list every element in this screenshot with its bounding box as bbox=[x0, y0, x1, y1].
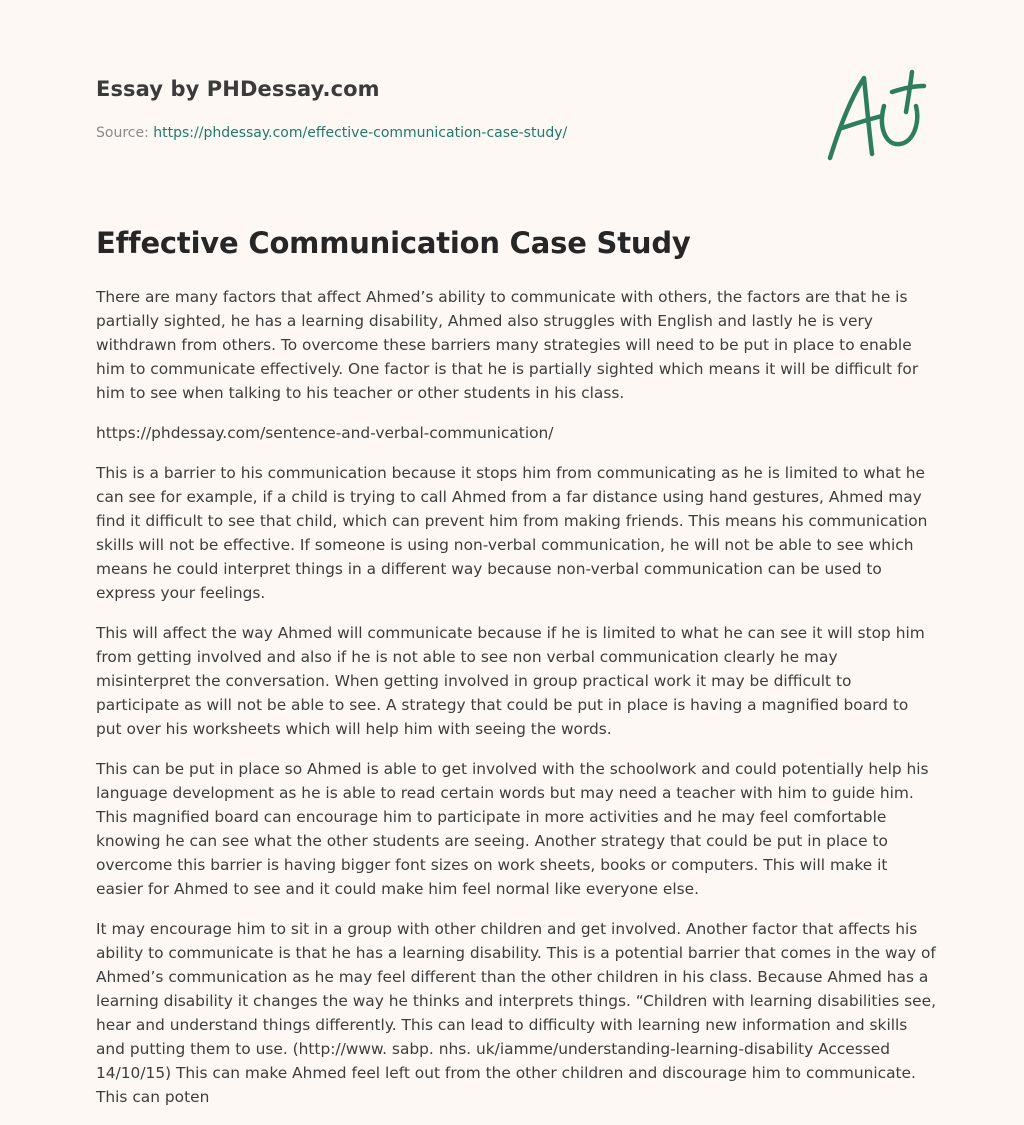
site-title: Essay by PHDessay.com bbox=[96, 77, 380, 101]
source-line bbox=[96, 125, 567, 141]
source-link[interactable]: https://phdessay.com/effective-communication-case-study/ bbox=[153, 125, 568, 141]
essay-title: Effective Communication Case Study bbox=[96, 226, 691, 260]
paragraph: This will affect the way Ahmed will communicate because if he is limited to what he can see it will stop him from getting involved and also if he is not able to see non verbal communication clearly he may misinterpret the conversation. When getting involved in group practical work it may be difficult to participate as will not be able to see. A strategy that could be put in place is having a magnified board to put over his worksheets which will help him with seeing the words. bbox=[96, 624, 925, 738]
paragraph: There are many factors that affect Ahmed’s ability to communicate with others, the factors are that he is partially sighted, he has a learning disability, Ahmed also struggles with English and lastly he is very withdrawn from others. To overcome these barriers many strategies will need to be put in place to enable him to communicate effectively. One factor is that he is partially sighted which means it will be difficult for him to see when talking to his teacher or other students in his class. bbox=[96, 288, 919, 402]
paragraph: This can be put in place so Ahmed is able to get involved with the schoolwork and could potentially help his language development as he is able to read certain words but may need a teacher with him to guide him. This magnified board can encourage him to participate in more activities and he may feel comfortable knowing he can see what the other students are seeing. Another strategy that could be put in place to overcome this barrier is having bigger font sizes on work sheets, books or computers. This will make it easier for Ahmed to see and it could make him feel normal like everyone else. bbox=[96, 760, 929, 898]
a-plus-logo-icon bbox=[820, 66, 930, 166]
essay-body bbox=[96, 285, 936, 1125]
related-essay-link[interactable]: https://phdessay.com/sentence-and-verbal-communication/ bbox=[96, 424, 554, 442]
source-label: Source: bbox=[96, 125, 154, 141]
paragraph: This is a barrier to his communication because it stops him from communicating as he is limited to what he can see for example, if a child is trying to call Ahmed from a far distance using hand gestures, Ahmed may find it difficult to see that child, which can prevent him from making friends. This means his communication skills will not be effective. If someone is using non-verbal communication, he will not be able to see which means he could interpret things in a different way because non-verbal communication can be used to express your feelings. bbox=[96, 464, 928, 602]
paragraph: It may encourage him to sit in a group with other children and get involved. Another factor that affects his ability to communicate is that he has a learning disability. This is a potential barrier that comes in the way of Ahmed’s communication as he may feel different than the other children in his class. Because Ahmed has a learning disability it changes the way he thinks and interprets things. “Children with learning disabilities see, hear and understand things differently. This can lead to difficulty with learning new information and skills and putting them to use. (http://www. sabp. nhs. uk/iamme/understanding-learning-disability Accessed 14/10/15) This can make Ahmed feel left out from the other children and discourage him to communicate. This can poten bbox=[96, 920, 936, 1106]
